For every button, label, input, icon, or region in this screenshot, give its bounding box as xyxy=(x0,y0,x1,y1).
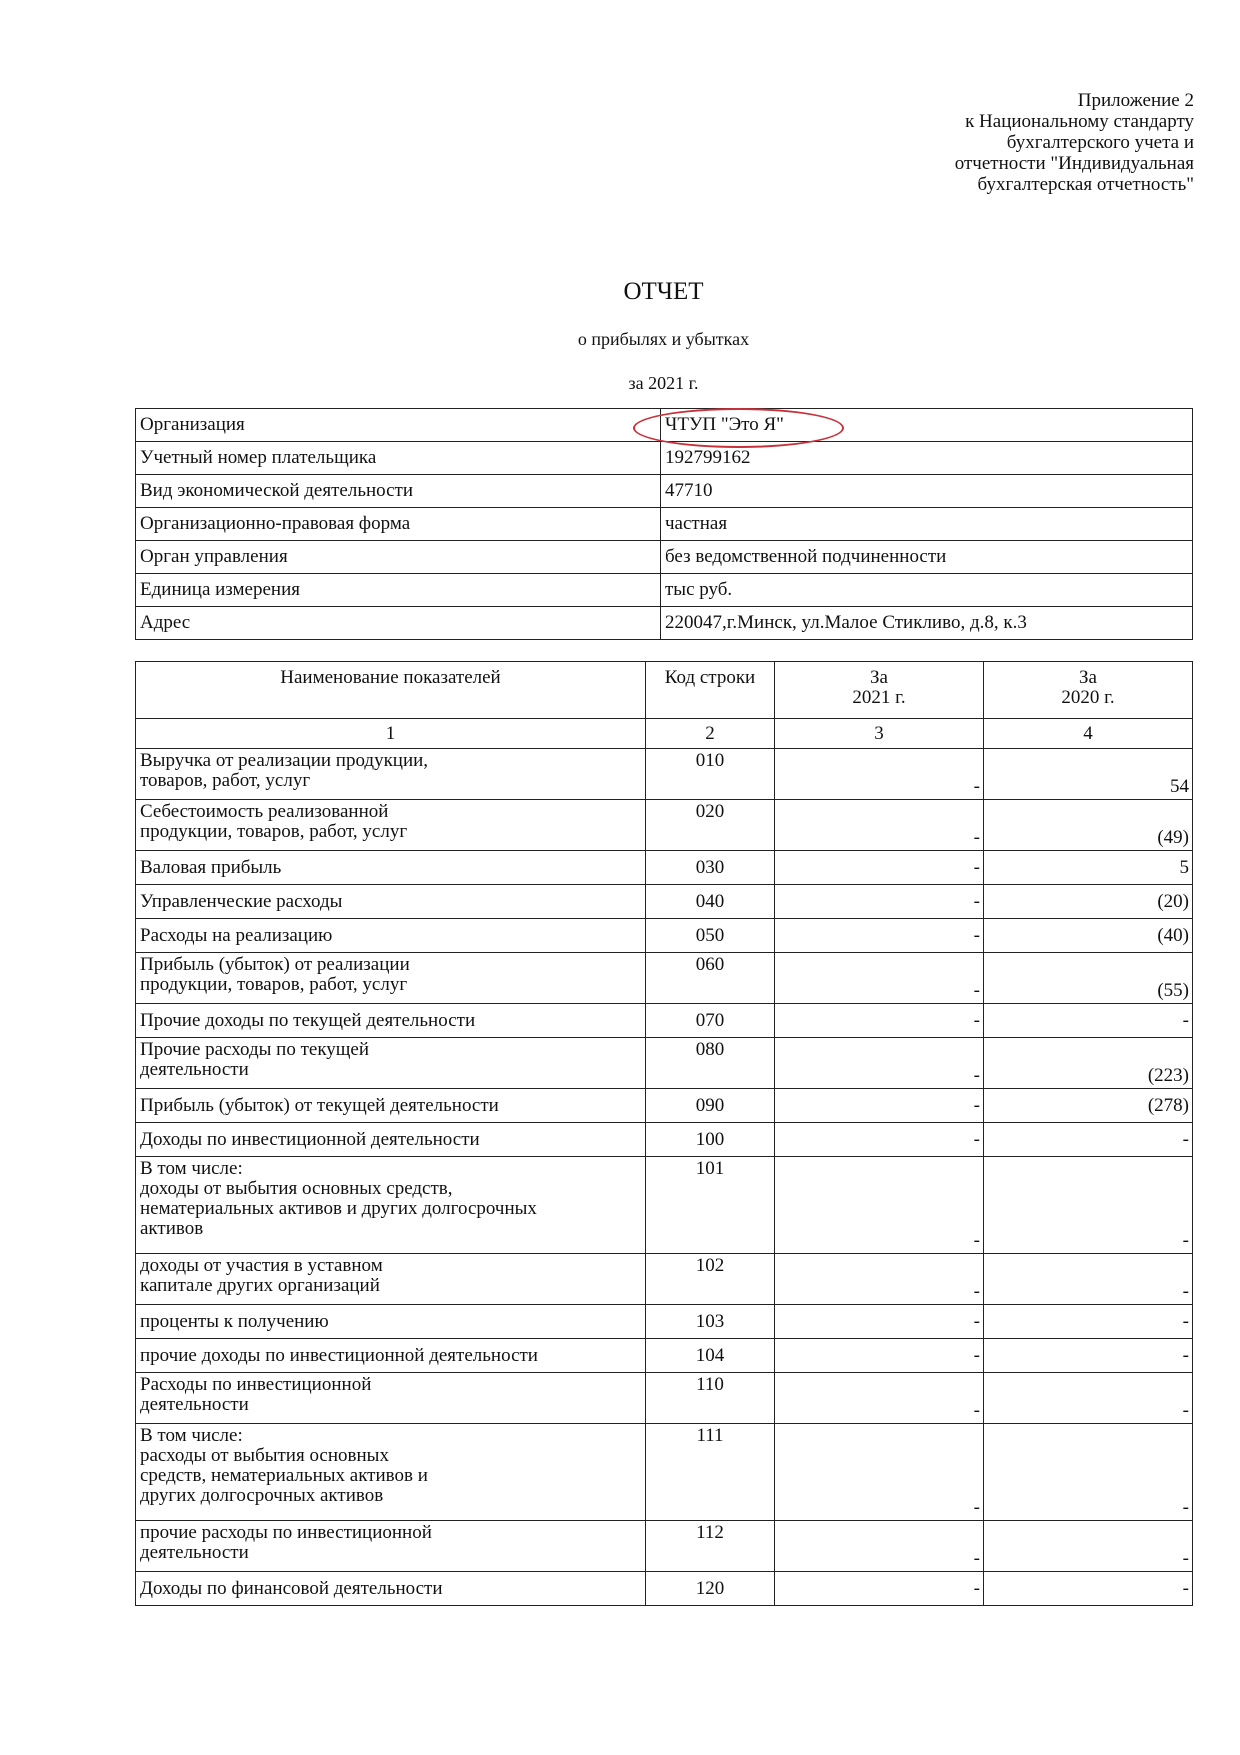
table-row xyxy=(136,1424,1193,1521)
row-code: 104 xyxy=(646,1339,775,1373)
value-2020: (278) xyxy=(984,1089,1193,1123)
indicator-name: Расходы по инвестиционной деятельности xyxy=(136,1373,646,1424)
table-row xyxy=(136,851,1193,885)
info-label: Учетный номер плательщика xyxy=(136,442,661,475)
table-row xyxy=(136,885,1193,919)
column-number: 1 xyxy=(136,719,646,749)
column-number-row xyxy=(136,719,1193,749)
info-value: частная xyxy=(661,508,1193,541)
table-row xyxy=(136,1254,1193,1305)
report-period: за 2021 г. xyxy=(628,373,699,393)
indicator-name: Валовая прибыль xyxy=(136,851,646,885)
indicator-name: Расходы на реализацию xyxy=(136,919,646,953)
info-label: Вид экономической деятельности xyxy=(136,475,661,508)
annex-line: к Национальному стандарту xyxy=(965,111,1194,132)
value-2020: - xyxy=(984,1521,1193,1572)
indicator-name: Управленческие расходы xyxy=(136,885,646,919)
value-2021: - xyxy=(775,1521,984,1572)
value-2021: - xyxy=(775,1254,984,1305)
column-number: 3 xyxy=(775,719,984,749)
table-row xyxy=(136,800,1193,851)
row-code: 090 xyxy=(646,1089,775,1123)
value-2020: 5 xyxy=(984,851,1193,885)
table-row xyxy=(136,1572,1193,1606)
value-2021: - xyxy=(775,851,984,885)
info-row xyxy=(136,607,1193,640)
indicator-name: Прочие расходы по текущей деятельности xyxy=(136,1038,646,1089)
value-2020: - xyxy=(984,1572,1193,1606)
row-code: 110 xyxy=(646,1373,775,1424)
report-title: ОТЧЕТ xyxy=(623,278,704,305)
value-2021: - xyxy=(775,1157,984,1254)
table-row xyxy=(136,1521,1193,1572)
value-2020: - xyxy=(984,1339,1193,1373)
value-2021: - xyxy=(775,749,984,800)
info-label: Единица измерения xyxy=(136,574,661,607)
value-2020: - xyxy=(984,1254,1193,1305)
row-code: 102 xyxy=(646,1254,775,1305)
indicator-name: Прибыль (убыток) от реализации продукции, товаров, работ, услуг xyxy=(136,953,646,1004)
value-2021: - xyxy=(775,1373,984,1424)
info-value: 192799162 xyxy=(661,442,1193,475)
value-2021: - xyxy=(775,1305,984,1339)
indicator-name: прочие расходы по инвестиционной деятельности xyxy=(136,1521,646,1572)
row-code: 101 xyxy=(646,1157,775,1254)
value-2020: (40) xyxy=(984,919,1193,953)
value-2021: - xyxy=(775,1339,984,1373)
info-row xyxy=(136,409,1193,442)
row-code: 111 xyxy=(646,1424,775,1521)
value-2020: - xyxy=(984,1424,1193,1521)
row-code: 030 xyxy=(646,851,775,885)
indicator-name: прочие доходы по инвестиционной деятельности xyxy=(136,1339,646,1373)
table-row xyxy=(136,749,1193,800)
table-row xyxy=(136,1157,1193,1254)
table-row xyxy=(136,1038,1193,1089)
value-2020: (49) xyxy=(984,800,1193,851)
table-row xyxy=(136,953,1193,1004)
info-value: тыс руб. xyxy=(661,574,1193,607)
value-2021: - xyxy=(775,800,984,851)
info-value: 220047,г.Минск, ул.Малое Стикливо, д.8, к.3 xyxy=(661,607,1193,640)
organization-info-table xyxy=(135,408,1193,640)
value-2021: - xyxy=(775,1038,984,1089)
info-row xyxy=(136,442,1193,475)
value-2020: - xyxy=(984,1305,1193,1339)
table-row xyxy=(136,919,1193,953)
row-code: 050 xyxy=(646,919,775,953)
info-row xyxy=(136,574,1193,607)
info-label: Адрес xyxy=(136,607,661,640)
row-code: 060 xyxy=(646,953,775,1004)
value-2021: - xyxy=(775,1424,984,1521)
annex-line: Приложение 2 xyxy=(1077,90,1194,111)
value-2021: - xyxy=(775,1004,984,1038)
indicator-name: Прибыль (убыток) от текущей деятельности xyxy=(136,1089,646,1123)
value-2020: - xyxy=(984,1157,1193,1254)
table-header-row xyxy=(136,662,1193,719)
indicator-name: В том числе: расходы от выбытия основных средств, нематериальных активов и других долгосрочных активов xyxy=(136,1424,646,1521)
value-2020: 54 xyxy=(984,749,1193,800)
table-row xyxy=(136,1339,1193,1373)
column-number: 2 xyxy=(646,719,775,749)
value-2021: - xyxy=(775,1572,984,1606)
row-code: 112 xyxy=(646,1521,775,1572)
value-2020: (55) xyxy=(984,953,1193,1004)
indicator-name: доходы от участия в уставном капитале других организаций xyxy=(136,1254,646,1305)
report-subtitle: о прибылях и убытках xyxy=(577,329,750,349)
value-2021: - xyxy=(775,919,984,953)
annex-line: отчетности "Индивидуальная xyxy=(954,153,1194,174)
column-number: 4 xyxy=(984,719,1193,749)
value-2020: - xyxy=(984,1123,1193,1157)
row-code: 120 xyxy=(646,1572,775,1606)
annex-line: бухгалтерского учета и xyxy=(1006,132,1194,153)
header-2020: За 2020 г. xyxy=(984,662,1193,719)
indicator-name: Доходы по инвестиционной деятельности xyxy=(136,1123,646,1157)
value-2020: (20) xyxy=(984,885,1193,919)
info-label: Орган управления xyxy=(136,541,661,574)
info-row xyxy=(136,541,1193,574)
table-row xyxy=(136,1004,1193,1038)
info-label: Организация xyxy=(136,409,661,442)
annex-note xyxy=(794,90,1194,195)
info-value: 47710 xyxy=(661,475,1193,508)
table-row xyxy=(136,1305,1193,1339)
row-code: 010 xyxy=(646,749,775,800)
row-code: 020 xyxy=(646,800,775,851)
value-2020: (223) xyxy=(984,1038,1193,1089)
info-label: Организационно-правовая форма xyxy=(136,508,661,541)
indicator-name: Прочие доходы по текущей деятельности xyxy=(136,1004,646,1038)
info-value: ЧТУП "Это Я" xyxy=(661,409,1193,442)
row-code: 080 xyxy=(646,1038,775,1089)
value-2021: - xyxy=(775,1089,984,1123)
header-2021: За 2021 г. xyxy=(775,662,984,719)
row-code: 100 xyxy=(646,1123,775,1157)
header-code: Код строки xyxy=(646,662,775,719)
value-2020: - xyxy=(984,1373,1193,1424)
info-value: без ведомственной подчиненности xyxy=(661,541,1193,574)
table-row xyxy=(136,1089,1193,1123)
row-code: 040 xyxy=(646,885,775,919)
profit-loss-table xyxy=(135,661,1193,1606)
indicator-name: Доходы по финансовой деятельности xyxy=(136,1572,646,1606)
indicator-name: В том числе: доходы от выбытия основных средств, нематериальных активов и других долгосрочных активов xyxy=(136,1157,646,1254)
indicator-name: проценты к получению xyxy=(136,1305,646,1339)
row-code: 070 xyxy=(646,1004,775,1038)
value-2021: - xyxy=(775,953,984,1004)
annex-line: бухгалтерская отчетность" xyxy=(977,174,1194,195)
info-row xyxy=(136,475,1193,508)
row-code: 103 xyxy=(646,1305,775,1339)
value-2021: - xyxy=(775,1123,984,1157)
info-row xyxy=(136,508,1193,541)
indicator-name: Себестоимость реализованной продукции, товаров, работ, услуг xyxy=(136,800,646,851)
table-row xyxy=(136,1373,1193,1424)
table-row xyxy=(136,1123,1193,1157)
indicator-name: Выручка от реализации продукции, товаров, работ, услуг xyxy=(136,749,646,800)
value-2021: - xyxy=(775,885,984,919)
value-2020: - xyxy=(984,1004,1193,1038)
header-name: Наименование показателей xyxy=(136,662,646,719)
